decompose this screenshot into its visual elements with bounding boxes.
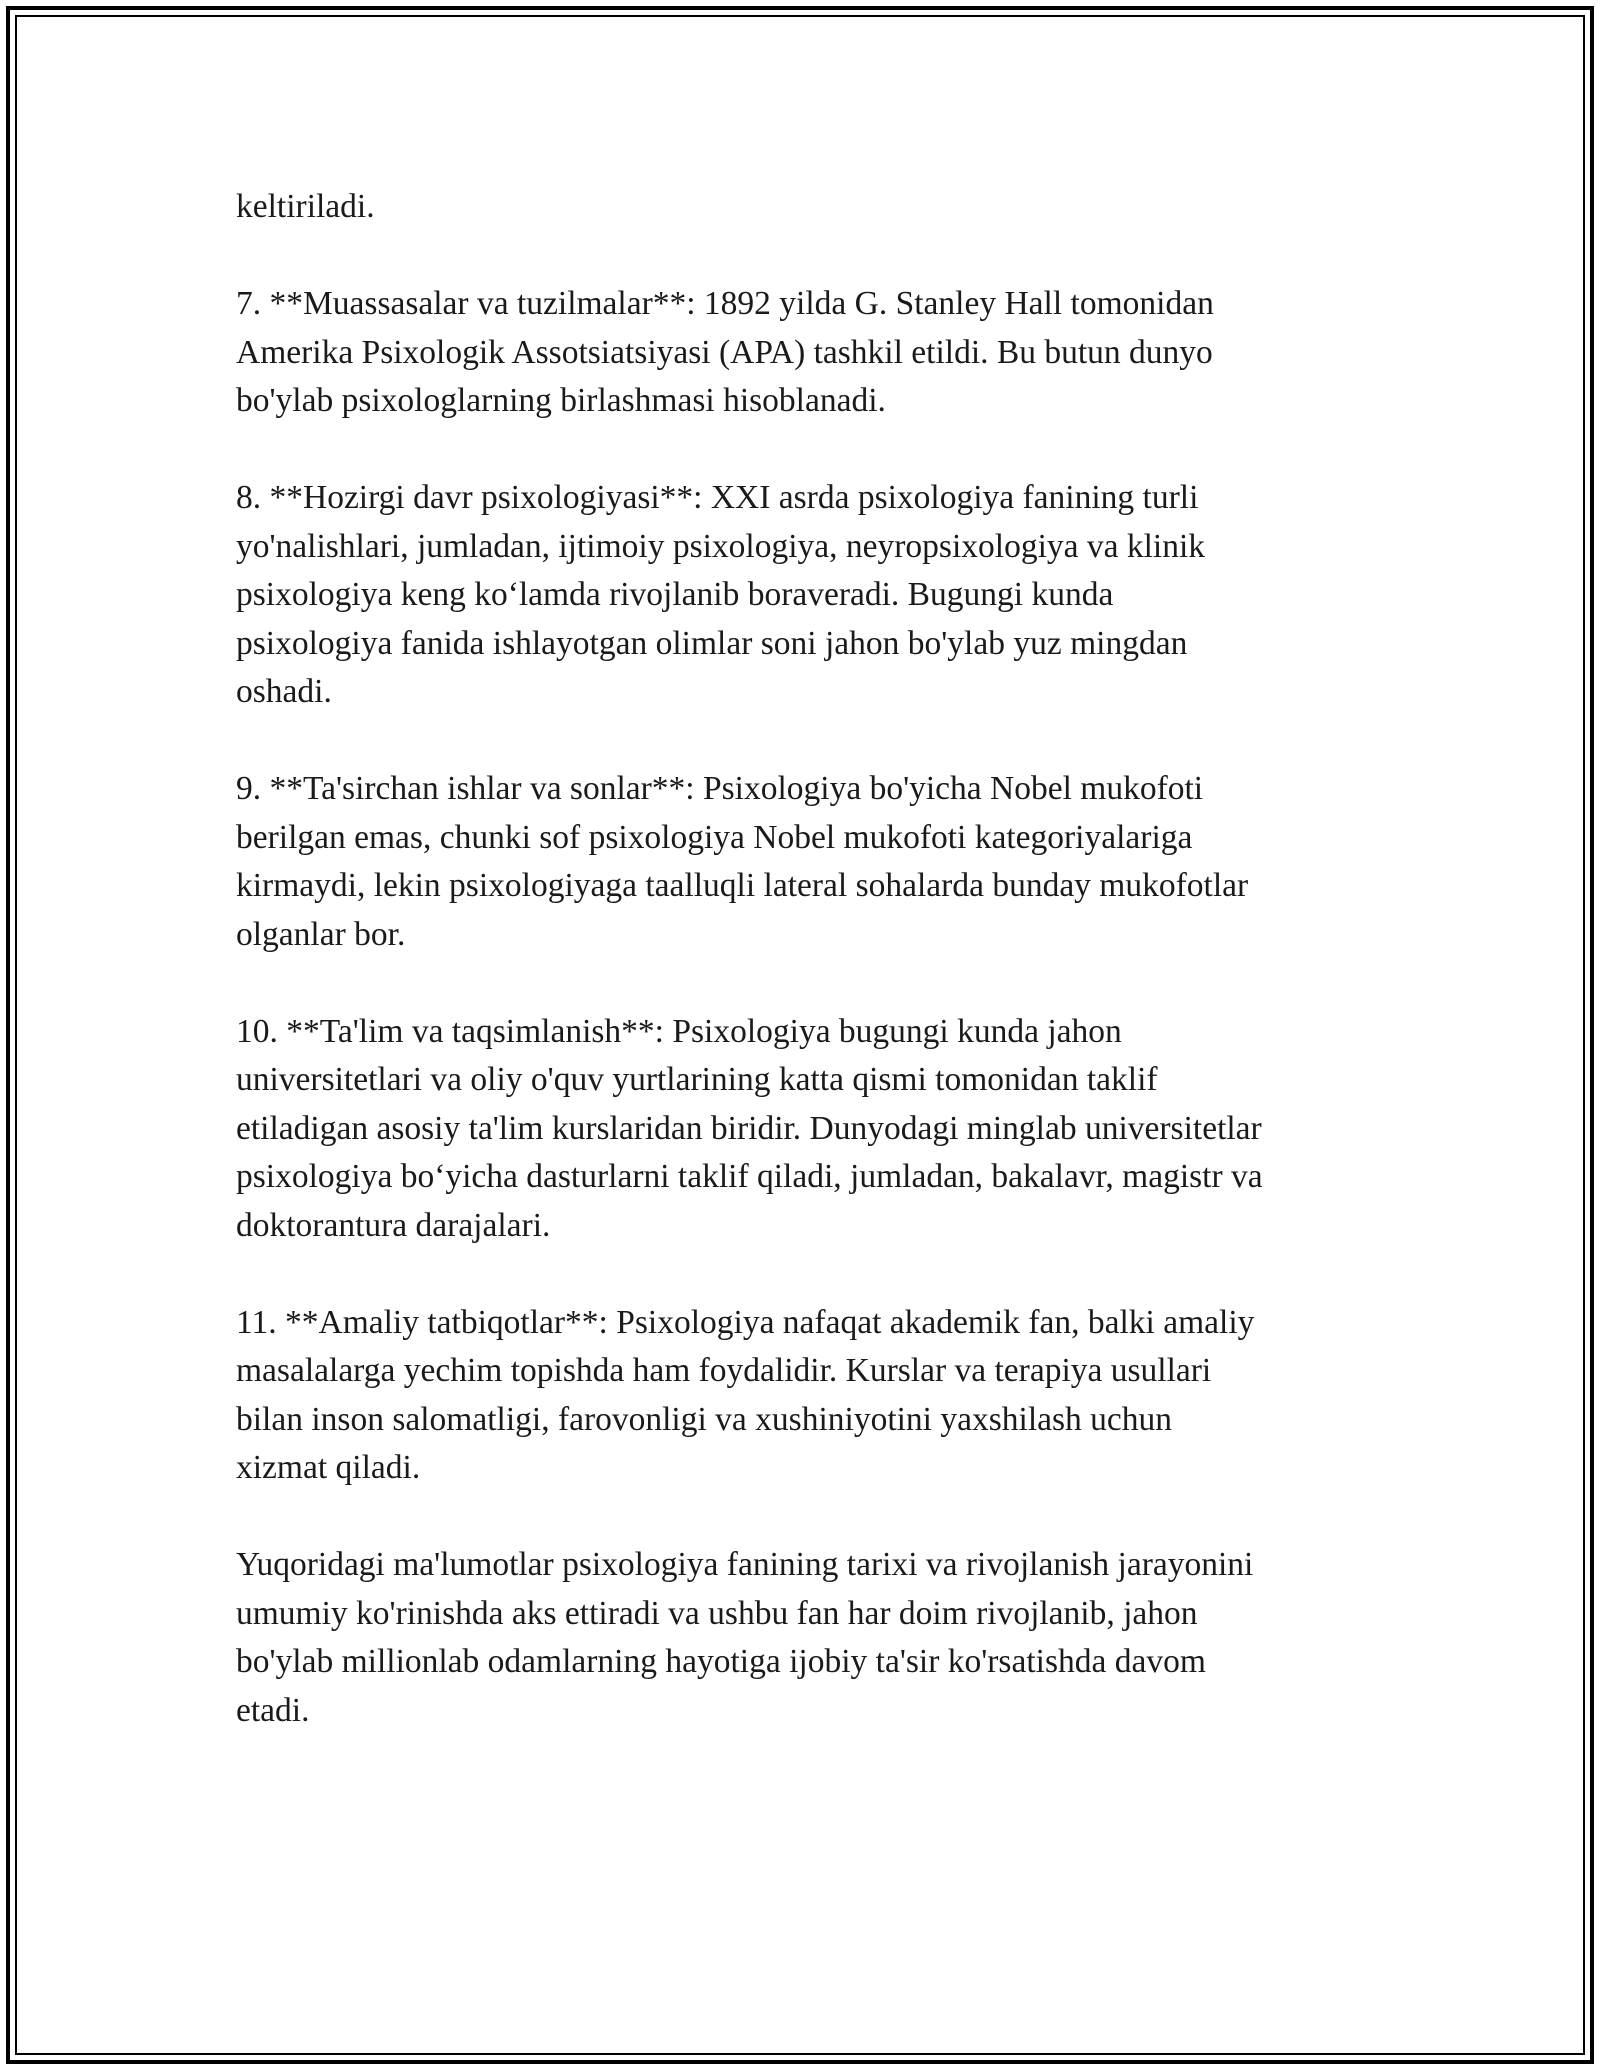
document-body: [236, 183, 1376, 1784]
paragraph-item-7: 7. **Muassasalar va tuzilmalar**: 1892 yilda G. Stanley Hall tomonidan Amerika Psixologik Assotsiatsiyasi (APA) tashkil etildi. Bu butun dunyo bo'ylab psixologlarning birlashmasi hisoblanadi.: [236, 285, 1214, 419]
paragraph-continuation: keltiriladi.: [236, 188, 375, 225]
paragraph-item-9: 9. **Ta'sirchan ishlar va sonlar**: Psixologiya bo'yicha Nobel mukofoti berilgan emas, chunki sof psixologiya Nobel mukofoti kategoriyalariga kirmaydi, lekin psixologiyaga taalluqli lateral sohalarda bunday mukofotlar olganlar bor.: [236, 770, 1249, 953]
paragraph-item-8: 8. **Hozirgi davr psixologiyasi**: XXI asrda psixologiya fanining turli yo'nalishlari, jumladan, ijtimoiy psixologiya, neyropsixologiya va klinik psixologiya keng ko‘lamda rivojlanib boraveradi. Bugungi kunda psixologiya fanida ishlayotgan olimlar soni jahon bo'ylab yuz mingdan oshadi.: [236, 479, 1206, 710]
paragraph-item-11: 11. **Amaliy tatbiqotlar**: Psixologiya nafaqat akademik fan, balki amaliy masalalarga yechim topishda ham foydalidir. Kurslar va terapiya usullari bilan inson salomatligi, farovonligi va xushiniyotini yaxshilash uchun xizmat qiladi.: [236, 1303, 1255, 1486]
paragraph-conclusion: Yuqoridagi ma'lumotlar psixologiya fanining tarixi va rivojlanish jarayonini umumiy ko'rinishda aks ettiradi va ushbu fan har doim rivojlanib, jahon bo'ylab millionlab odamlarning hayotiga ijobiy ta'sir ko'rsatishda davom etadi.: [236, 1546, 1254, 1729]
paragraph-item-10: 10. **Ta'lim va taqsimlanish**: Psixologiya bugungi kunda jahon universitetlari va oliy o'quv yurtlarining katta qismi tomonidan taklif etiladigan asosiy ta'lim kurslaridan biridir. Dunyodagi minglab universitetlar psixologiya bo‘yicha dasturlarni taklif qiladi, jumladan, bakalavr, magistr va doktorantura darajalari.: [236, 1012, 1263, 1244]
